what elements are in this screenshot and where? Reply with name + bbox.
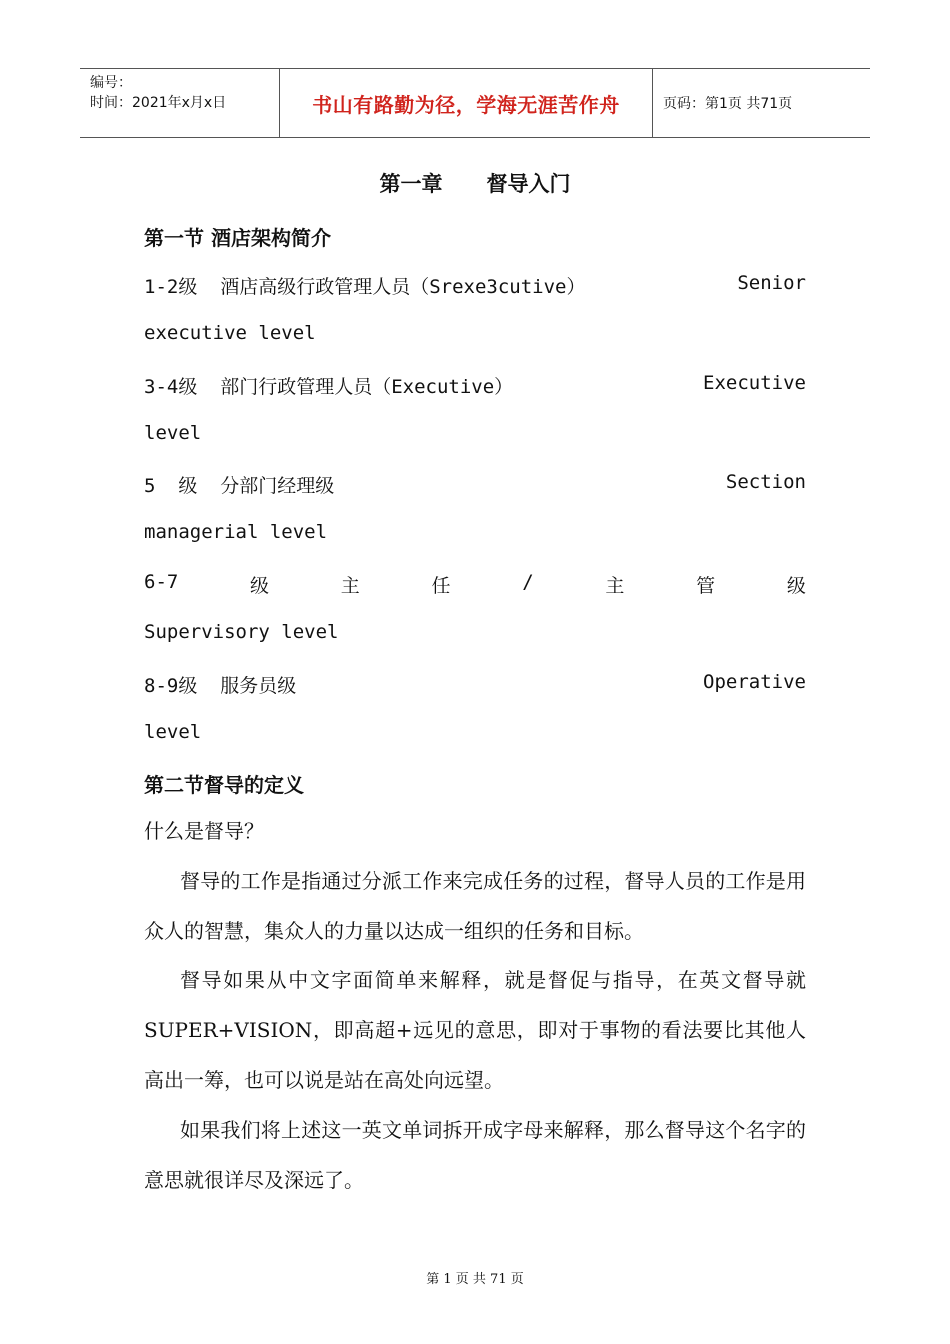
paragraph: 督导的工作是指通过分派工作来完成任务的过程，督导人员的工作是用众人的智慧，集众人的力量以达成一组织的任务和目标。	[144, 869, 806, 943]
level-english-cont: Supervisory level	[144, 621, 339, 643]
level-english-cont: level	[144, 721, 202, 743]
level-row-spread	[144, 571, 806, 598]
level-row	[144, 372, 806, 399]
header-meta	[80, 69, 280, 137]
spread-token: 主	[605, 575, 625, 597]
level-label: 3-4级 部门行政管理人员（Executive）	[144, 376, 514, 398]
spread-token: 管	[696, 575, 716, 597]
time-label: 时间：2021年x月x日	[90, 95, 227, 111]
level-english: Operative	[703, 671, 806, 693]
header-page-info: 页码：第1页 共71页	[663, 96, 793, 112]
section-title: 第一节 酒店架构简介	[144, 226, 331, 250]
number-label: 编号：	[90, 75, 132, 91]
level-english: Senior	[737, 272, 806, 294]
spread-token: /	[522, 571, 534, 593]
spread-token: 6-7	[144, 571, 179, 593]
section-title: 第二节督导的定义	[144, 773, 304, 797]
spread-token: 级	[250, 575, 270, 597]
level-english: Section	[725, 471, 806, 493]
level-label: 1-2级 酒店高级行政管理人员（Srexe3cutive）	[144, 276, 586, 298]
paragraph: 如果我们将上述这一英文单词拆开成字母来解释，那么督导这个名字的意思就很详尽及深远了。	[144, 1118, 806, 1192]
header-table	[80, 68, 870, 138]
level-row	[144, 471, 806, 498]
level-row	[144, 272, 806, 299]
chapter-name: 督导入门	[486, 172, 571, 196]
header-motto: 书山有路勤为径，学海无涯苦作舟	[280, 69, 653, 137]
level-english-cont: level	[144, 422, 202, 444]
level-label: 8-9级 服务员级	[144, 675, 297, 697]
chapter-number: 第一章	[379, 172, 443, 196]
paragraph: 督导如果从中文字面简单来解释，就是督促与指导，在英文督导就SUPER+VISION，即高超+远见的意思，即对于事物的看法要比其他人高出一筹，也可以说是站在高处向远望。	[144, 968, 806, 1092]
level-english-cont: managerial level	[144, 521, 328, 543]
page-footer: 第 1 页 共 71 页	[426, 1272, 524, 1287]
level-row	[144, 671, 806, 698]
spread-token: 级	[786, 575, 806, 597]
spread-token: 任	[431, 575, 451, 597]
level-english: Executive	[703, 372, 806, 394]
spread-token: 主	[340, 575, 360, 597]
question-text: 什么是督导？	[144, 819, 264, 843]
level-english-cont: executive level	[144, 322, 316, 344]
chapter-title	[0, 168, 950, 198]
level-label: 5 级 分部门经理级	[144, 475, 335, 497]
